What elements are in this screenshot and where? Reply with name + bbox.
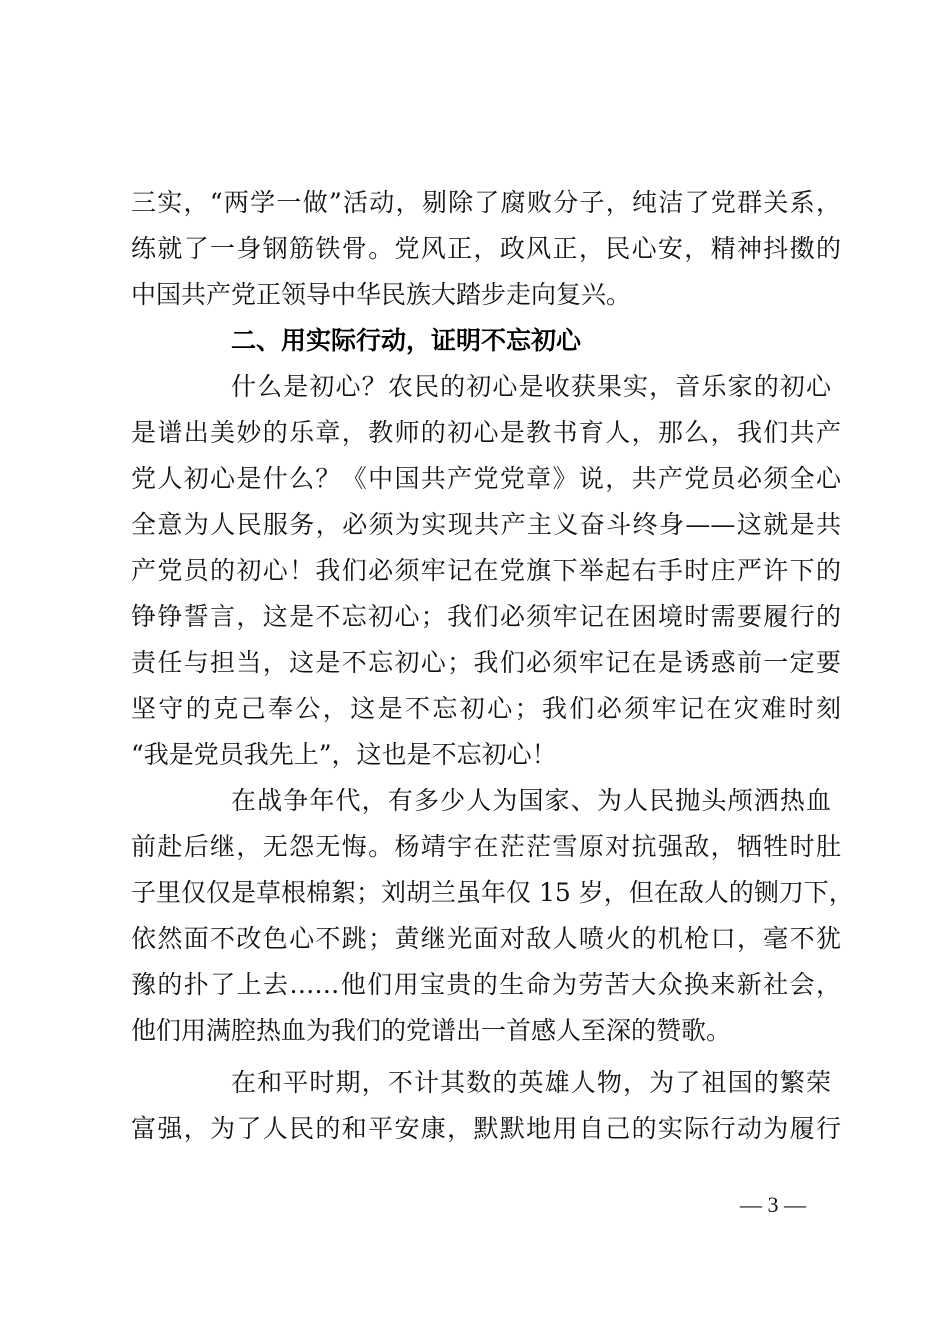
paragraph-3-line-3: 子里仅仅是草根棉絮；刘胡兰虽年仅 15 岁，但在敌人的铡刀下，: [131, 878, 854, 907]
paragraph-2-line-8: 坚守的克己奉公，这是不忘初心；我们必须牢记在灾难时刻: [131, 694, 841, 723]
paragraph-3-line-2: 前赴后继，无怨无悔。杨靖宇在茫茫雪原对抗强敌，牺牲时肚: [131, 832, 841, 861]
paragraph-2-line-4: 全意为人民服务，必须为实现共产主义奋斗终身——这就是共: [131, 510, 841, 539]
paragraph-3-line-1: 在战争年代，有多少人为国家、为人民抛头颅洒热血: [231, 786, 831, 815]
paragraph-2-line-6: 铮铮誓言，这是不忘初心；我们必须牢记在困境时需要履行的: [131, 602, 841, 631]
paragraph-3-line-4: 依然面不改色心不跳；黄继光面对敌人喷火的机枪口，毫不犹: [131, 924, 841, 953]
paragraph-3-line-6: 他们用满腔热血为我们的党谱出一首感人至深的赞歌。: [131, 1016, 732, 1045]
paragraph-2-line-7: 责任与担当，这是不忘初心；我们必须牢记在是诱惑前一定要: [131, 648, 841, 677]
page-number: — 3 —: [740, 1192, 806, 1217]
section-heading: 二、用实际行动，证明不忘初心: [231, 326, 582, 355]
paragraph-1-line-1: 三实，“两学一做”活动，剔除了腐败分子，纯洁了党群关系，: [131, 188, 841, 217]
paragraph-1-line-3: 中国共产党正领导中华民族大踏步走向复兴。: [131, 280, 632, 309]
paragraph-4-line-1: 在和平时期，不计其数的英雄人物，为了祖国的繁荣: [231, 1068, 831, 1097]
paragraph-2-line-5: 产党员的初心！我们必须牢记在党旗下举起右手时庄严许下的: [131, 556, 841, 585]
paragraph-4-line-2: 富强，为了人民的和平安康，默默地用自己的实际行动为履行: [131, 1114, 841, 1143]
paragraph-2-line-1: 什么是初心？农民的初心是收获果实，音乐家的初心: [231, 372, 831, 401]
paragraph-3-line-5: 豫的扑了上去……他们用宝贵的生命为劳苦大众换来新社会，: [131, 970, 841, 999]
paragraph-1-line-2: 练就了一身钢筋铁骨。党风正，政风正，民心安，精神抖擞的: [131, 234, 841, 263]
paragraph-2-line-9: “我是党员我先上”，这也是不忘初心！: [131, 740, 557, 769]
paragraph-2-line-3: 党人初心是什么？《中国共产党党章》说，共产党员必须全心: [131, 464, 841, 493]
paragraph-2-line-2: 是谱出美妙的乐章，教师的初心是教书育人，那么，我们共产: [131, 418, 841, 447]
